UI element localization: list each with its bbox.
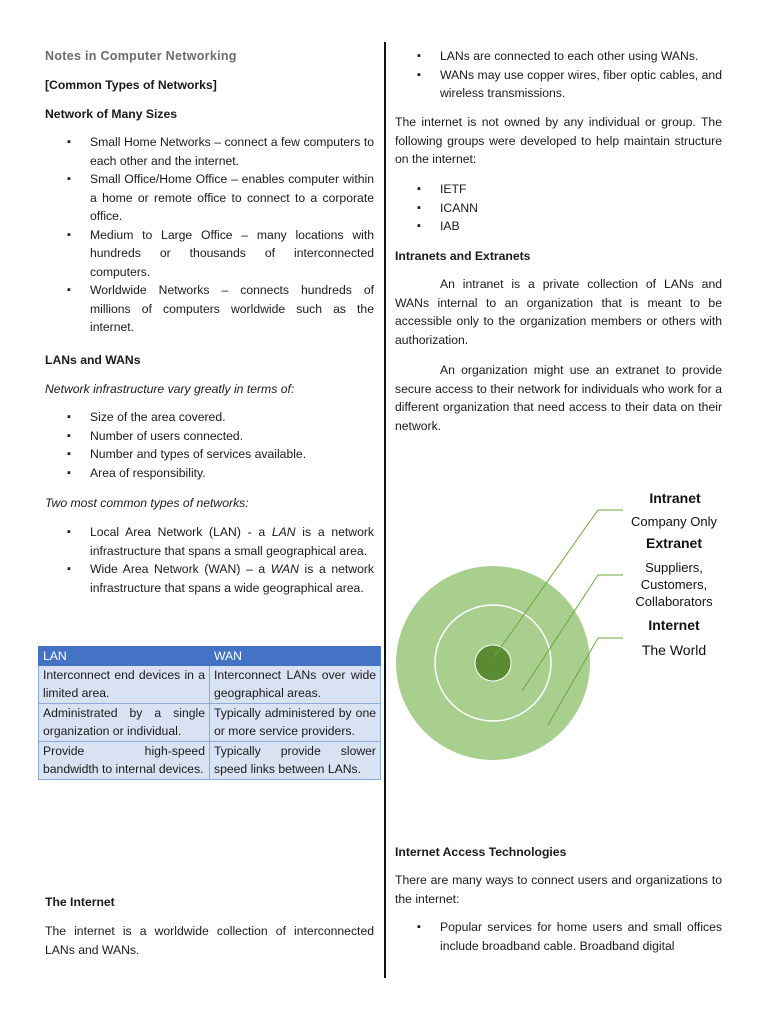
sizes-list — [45, 133, 374, 337]
table-row — [39, 666, 381, 704]
list-item: ▪ IAB — [395, 217, 722, 236]
lan-term: LAN — [271, 525, 296, 539]
list-item: ▪ Area of responsibility. — [45, 464, 374, 483]
list-item: ▪ WANs may use copper wires, fiber optic cables, and wireless transmissions. — [395, 66, 722, 103]
continued-list — [395, 47, 722, 103]
list-item: ▪ Small Home Networks – connect a few computers to each other and the internet. — [45, 133, 374, 170]
list-item: ▪ Size of the area covered. — [45, 408, 374, 427]
internet-description: The World — [641, 642, 707, 658]
groups-list — [395, 180, 722, 236]
table-header-lan: LAN — [39, 647, 210, 666]
wan-term: WAN — [270, 562, 299, 576]
table-header-wan: WAN — [210, 647, 381, 666]
section-title: [Common Types of Networks] — [45, 78, 217, 92]
table-row — [39, 704, 381, 742]
access-heading: Internet Access Technologies — [395, 845, 567, 859]
internet-paragraph: The internet is a worldwide collection of interconnected LANs and WANs. — [45, 924, 374, 957]
internet-label: Internet — [648, 617, 700, 633]
list-item: ▪ Popular services for home users and small offices include broadband cable. Broadband digital — [395, 918, 722, 955]
infra-list — [45, 408, 374, 482]
table-cell: Interconnect end devices in a limited area. — [39, 666, 210, 704]
table-row — [39, 742, 381, 780]
intranet-description: Company Only — [631, 514, 717, 529]
list-item: ▪ Number of users connected. — [45, 427, 374, 446]
infra-intro: Network infrastructure vary greatly in terms of: — [45, 382, 295, 396]
lan-wan-table — [38, 646, 381, 780]
types-intro: Two most common types of networks: — [45, 496, 249, 510]
list-item: ▪ IETF — [395, 180, 722, 199]
intranet-paragraph: An intranet is a private collection of LANs and WANs internal to an organization that is meant to be accessible only to the organization members or others with authorization. — [395, 277, 722, 347]
sizes-heading: Network of Many Sizes — [45, 107, 178, 121]
table-cell: Typically provide slower speed links between LANs. — [210, 742, 381, 780]
table-cell: Administrated by a single organization or individual. — [39, 704, 210, 742]
table-cell: Provide high-speed bandwidth to internal devices. — [39, 742, 210, 780]
list-item: ▪ Medium to Large Office – many locations with hundreds or thousands of interconnected computers. — [45, 226, 374, 282]
document-title: Notes in Computer Networking — [45, 49, 237, 63]
access-paragraph: There are many ways to connect users and organizations to the internet: — [395, 873, 722, 906]
ownership-paragraph: The internet is not owned by any individual or group. The following groups were developed to help maintain structure on the internet: — [395, 115, 722, 166]
extranet-paragraph: An organization might use an extranet to provide secure access to their network for individuals who work for a different organization that need access to their data on their network. — [395, 363, 722, 433]
list-item: ▪ Small Office/Home Office – enables computer within a home or remote office to connect to a corporate office. — [45, 170, 374, 226]
list-item: ▪ Number and types of services available. — [45, 445, 374, 464]
access-list — [395, 918, 722, 955]
intranet-label: Intranet — [649, 490, 701, 506]
table-header-row — [39, 647, 381, 666]
intranet-heading: Intranets and Extranets — [395, 249, 531, 263]
wan-definition: ▪ Wide Area Network (WAN) – a WAN is a network infrastructure that spans a wide geographical area. — [45, 560, 374, 597]
table-cell: Typically administered by one or more service providers. — [210, 704, 381, 742]
list-item: ▪ LANs are connected to each other using WANs. — [395, 47, 722, 66]
extranet-description: Suppliers, Customers, Collaborators — [635, 560, 713, 609]
table-cell: Interconnect LANs over wide geographical areas. — [210, 666, 381, 704]
internet-heading: The Internet — [45, 895, 115, 909]
lanwan-heading: LANs and WANs — [45, 353, 141, 367]
intranet-core — [475, 645, 511, 681]
extranet-label: Extranet — [645, 535, 703, 551]
list-item: ▪ Worldwide Networks – connects hundreds of millions of computers worldwide such as the internet. — [45, 281, 374, 337]
column-divider — [384, 42, 386, 978]
types-list — [45, 523, 374, 597]
list-item: ▪ ICANN — [395, 199, 722, 218]
lan-definition: ▪ Local Area Network (LAN) - a LAN is a network infrastructure that spans a small geographical area. — [45, 523, 374, 560]
